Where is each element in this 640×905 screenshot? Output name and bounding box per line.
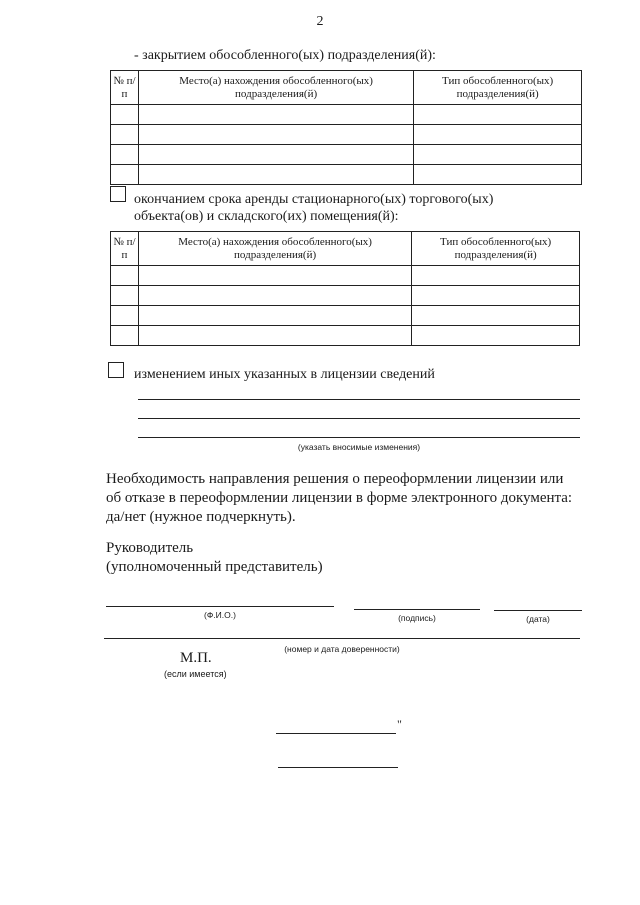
fio-caption: (Ф.И.О.) [204, 610, 236, 620]
lease-section-label-line2: объекта(ов) и складского(их) помещения(й): [134, 209, 399, 224]
table-cell[interactable] [138, 165, 413, 185]
closing-section-label: - закрытием обособленного(ых) подразделения(й): [134, 48, 436, 63]
table-row [111, 165, 582, 185]
table-cell[interactable] [111, 125, 139, 145]
page-number: 2 [316, 14, 324, 29]
electronic-note-line2: об отказе в переоформлении лицензии в форме электронного документа: [106, 490, 573, 506]
header-number: № п/п [111, 71, 139, 105]
table-row [111, 306, 580, 326]
table-cell[interactable] [414, 145, 582, 165]
changes-input-line-1[interactable] [138, 399, 580, 400]
signatory-subtitle: (уполномоченный представитель) [106, 559, 323, 575]
table-cell[interactable] [412, 266, 580, 286]
table-cell[interactable] [138, 266, 411, 286]
table-cell[interactable] [111, 306, 139, 326]
header-type: Тип обособленного(ых) подразделения(й) [412, 232, 580, 266]
table-cell[interactable] [414, 105, 582, 125]
date-line[interactable] [494, 610, 582, 611]
stamp-note: (если имеется) [164, 669, 227, 679]
table-cell[interactable] [138, 286, 411, 306]
electronic-note [106, 470, 586, 527]
power-of-attorney-caption: (номер и дата доверенности) [284, 644, 400, 654]
lease-section-label-line1: окончанием срока аренды стационарного(ых) торгового(ых) [134, 192, 494, 207]
fio-line[interactable] [106, 606, 334, 607]
table-cell[interactable] [111, 105, 139, 125]
other-changes-label: изменением иных указанных в лицензии сведений [134, 367, 435, 382]
table-cell[interactable] [111, 286, 139, 306]
signatory-title: Руководитель [106, 540, 194, 556]
table-cell[interactable] [412, 326, 580, 346]
changes-caption: (указать вносимые изменения) [297, 442, 421, 452]
table-cell[interactable] [111, 145, 139, 165]
table-cell[interactable] [412, 306, 580, 326]
header-type: Тип обособленного(ых) подразделения(й) [414, 71, 582, 105]
table-cell[interactable] [138, 306, 411, 326]
table-row [111, 326, 580, 346]
table-header-row [111, 232, 580, 266]
table-cell[interactable] [412, 286, 580, 306]
table-cell[interactable] [138, 145, 413, 165]
closing-line-1 [276, 733, 396, 734]
changes-input-line-2[interactable] [138, 418, 580, 419]
electronic-note-line3: да/нет (нужное подчеркнуть). [106, 509, 296, 525]
table-cell[interactable] [138, 125, 413, 145]
table-cell[interactable] [111, 326, 139, 346]
table-row [111, 125, 582, 145]
table-row [111, 286, 580, 306]
signature-line[interactable] [354, 609, 480, 610]
closing-table [110, 70, 582, 185]
closing-quote-mark: " [397, 717, 402, 731]
table-cell[interactable] [414, 165, 582, 185]
other-changes-checkbox[interactable] [108, 362, 124, 378]
signatory-block [106, 539, 323, 577]
electronic-note-line1: Необходимость направления решения о переоформлении лицензии или [106, 471, 564, 487]
table-cell[interactable] [111, 266, 139, 286]
table-cell[interactable] [138, 326, 411, 346]
signature-caption: (подпись) [398, 613, 436, 623]
stamp-label: М.П. [180, 650, 212, 666]
table-row [111, 266, 580, 286]
table-cell[interactable] [138, 105, 413, 125]
header-number: № п/п [111, 232, 139, 266]
closing-line-2 [278, 767, 398, 768]
table-cell[interactable] [111, 165, 139, 185]
changes-input-line-3[interactable] [138, 437, 580, 438]
header-location: Место(а) нахождения обособленного(ых) подразделения(й) [138, 71, 413, 105]
table-row [111, 145, 582, 165]
power-of-attorney-line[interactable] [104, 638, 580, 639]
lease-checkbox[interactable] [110, 186, 126, 202]
header-location: Место(а) нахождения обособленного(ых) подразделения(й) [138, 232, 411, 266]
table-header-row [111, 71, 582, 105]
table-cell[interactable] [414, 125, 582, 145]
table-row [111, 105, 582, 125]
date-caption: (дата) [526, 614, 550, 624]
lease-table [110, 231, 580, 346]
